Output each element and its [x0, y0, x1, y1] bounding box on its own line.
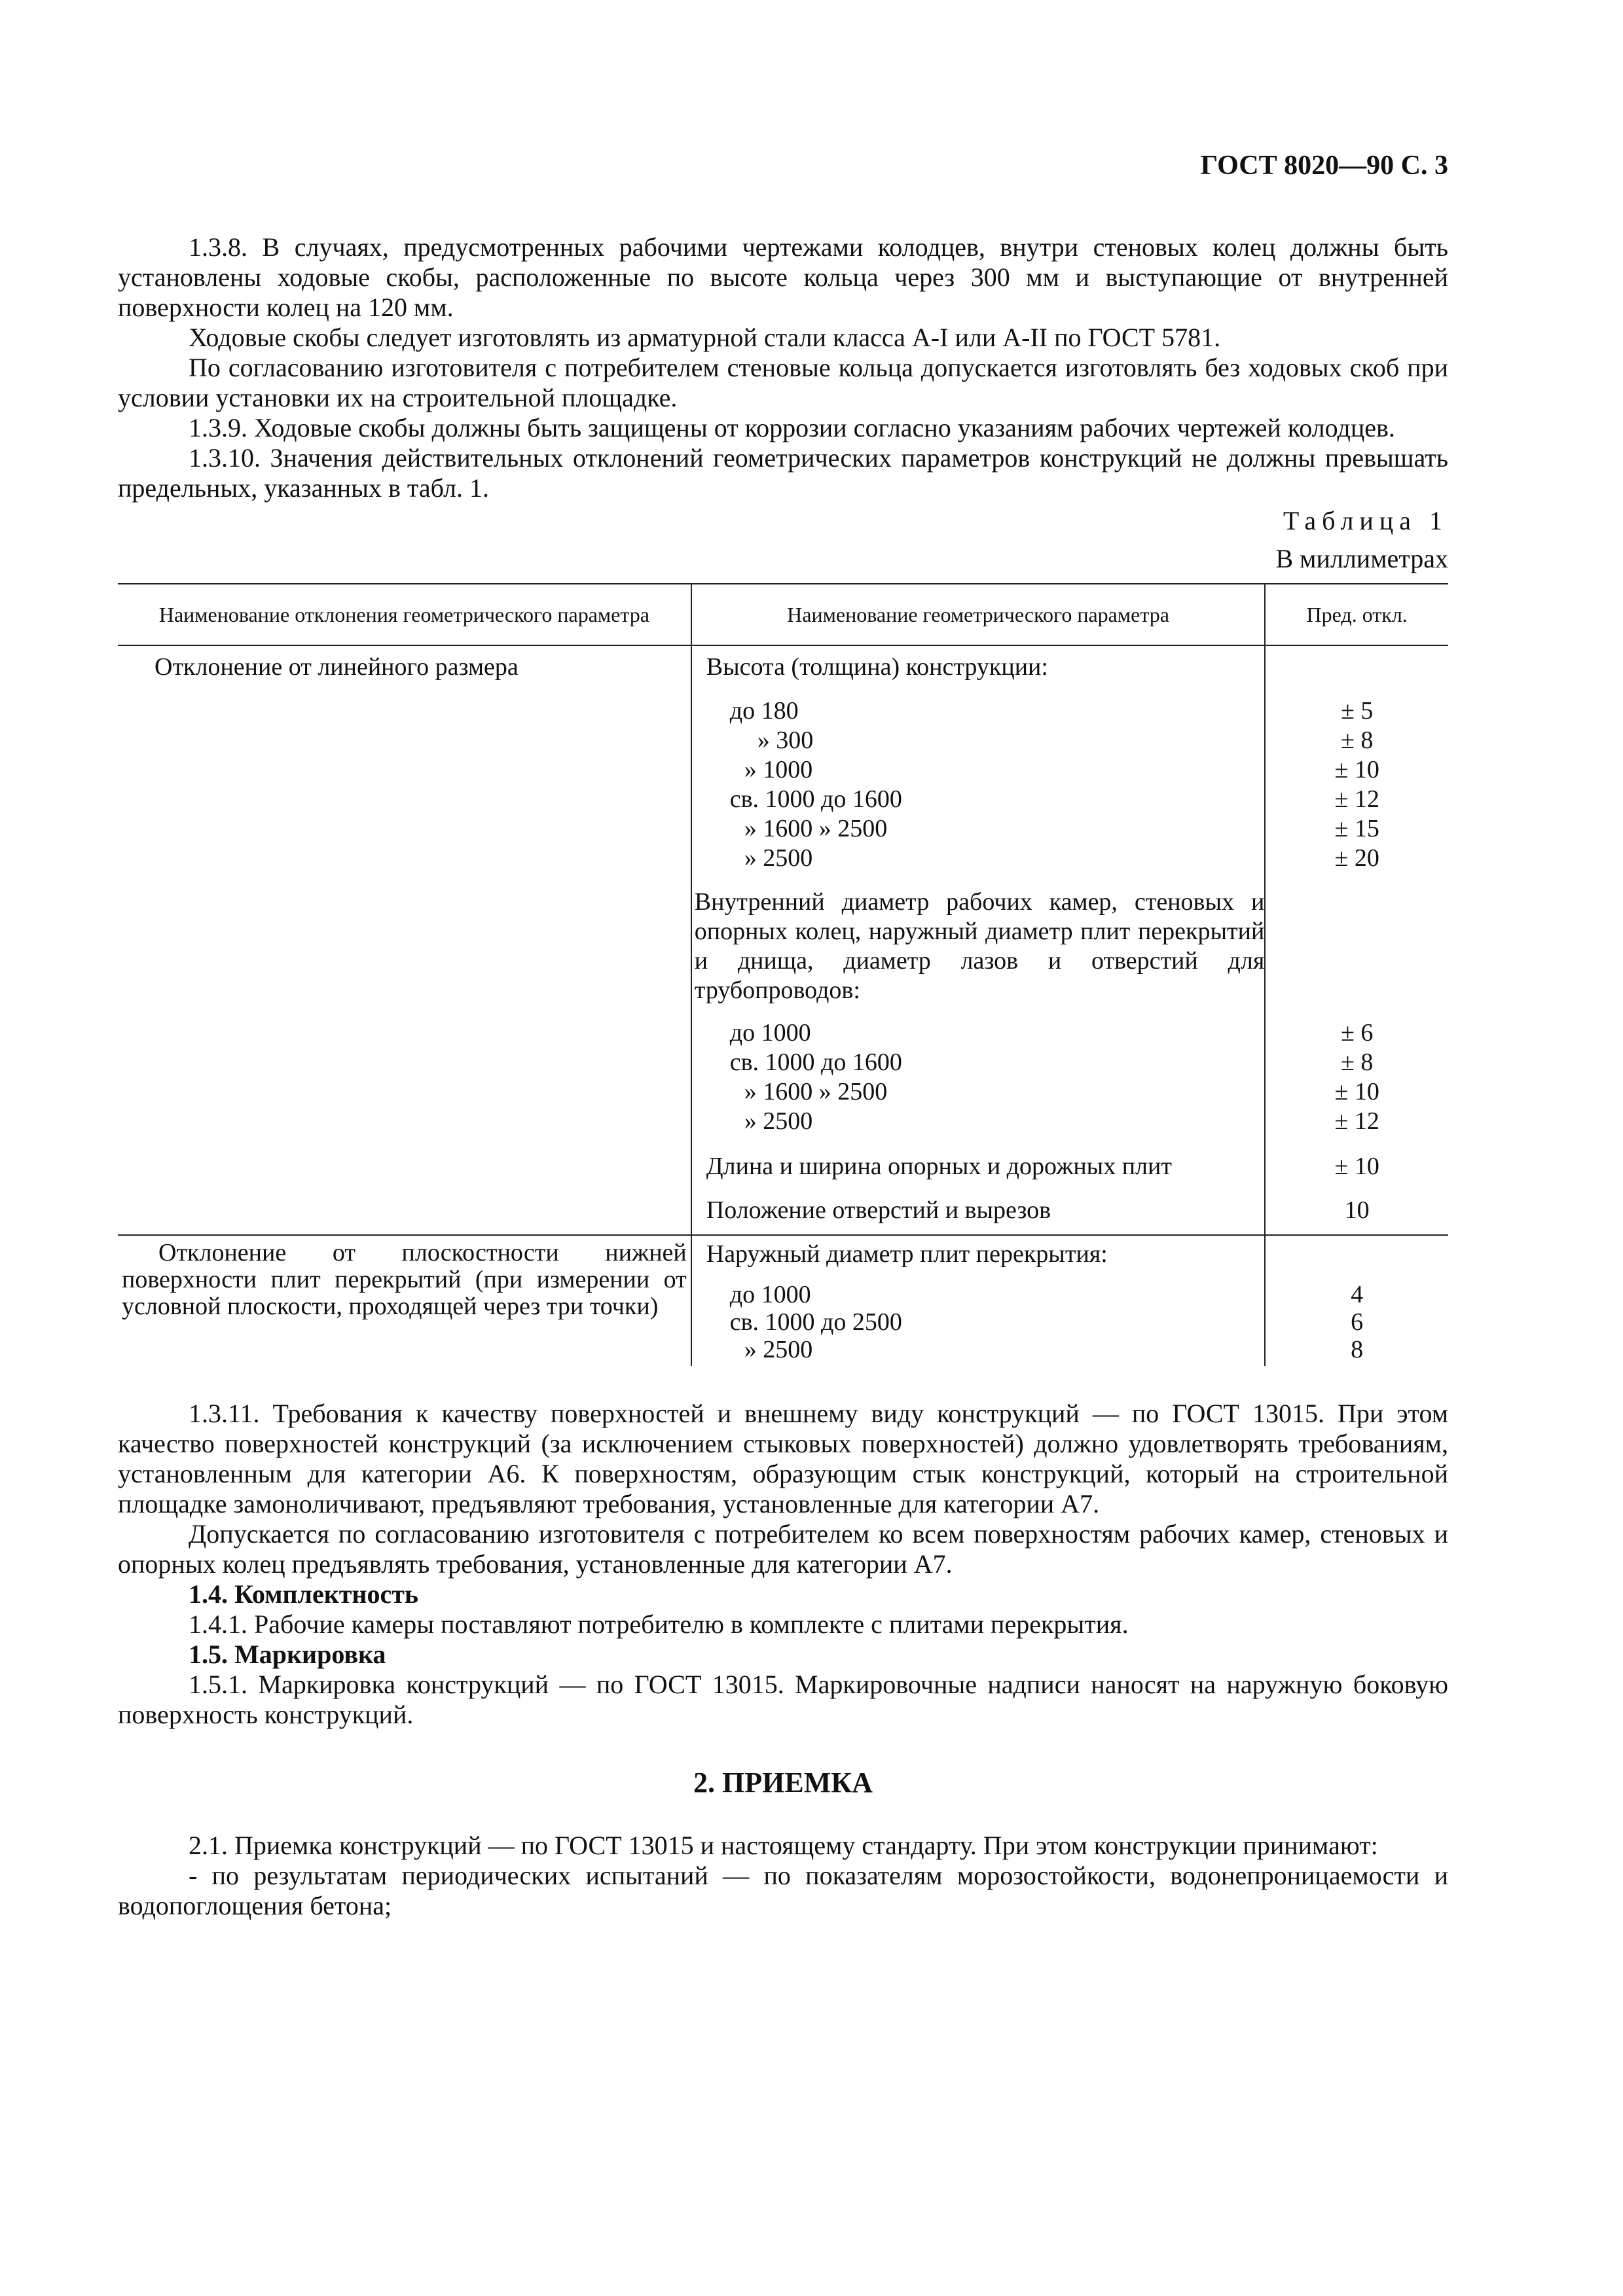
section-heading-1-5: [118, 1640, 1448, 1670]
value-cell: ± 12: [1334, 785, 1379, 813]
paragraph-steel-class: Ходовые скобы следует изготовлять из арматурной стали класса А-I или А-II по ГОСТ 5781.: [189, 323, 1221, 352]
document-body: [118, 232, 1448, 1921]
header-deviation: Наименование отклонения геометрического параметра: [118, 584, 691, 645]
list-item: » 1000: [744, 756, 813, 783]
table-row: [118, 645, 1448, 1235]
header-tolerance: Пред. откл.: [1265, 584, 1448, 645]
list-item: » 2500: [744, 844, 813, 872]
value-cell: 10: [1344, 1196, 1370, 1224]
list-item: » 2500: [744, 1336, 813, 1363]
value-cell: ± 10: [1334, 756, 1379, 783]
paragraph-1-5-1: 1.5.1. Маркировка конструкций — по ГОСТ 13015. Маркировочные надписи наносят на наружную боковую поверхность конструкций.: [118, 1670, 1448, 1729]
value-cell: ± 12: [1334, 1107, 1379, 1135]
height-heading: Высота (толщина) конструкции:: [706, 653, 1048, 681]
page-header: ГОСТ 8020—90 С. 3: [1200, 151, 1448, 181]
paragraph-allowed: Допускается по согласованию изготовителя с потребителем ко всем поверхностям рабочих камер, стеновых и опорных колец предъявлять требования, установленные для категории А7.: [118, 1519, 1448, 1579]
list-item: св. 1000 до 1600: [729, 785, 902, 813]
plates-label: Длина и ширина опорных и дорожных плит: [706, 1153, 1172, 1180]
paragraph-1-3-9: 1.3.9. Ходовые скобы должны быть защищены от коррозии согласно указаниям рабочих чертежей колодцев.: [189, 413, 1395, 442]
value-cell: ± 20: [1334, 844, 1379, 872]
value-cell: ± 8: [1340, 1049, 1374, 1076]
holes-label: Положение отверстий и вырезов: [706, 1196, 1051, 1224]
header-parameter: Наименование геометрического параметра: [691, 584, 1266, 645]
diameter-list: [692, 1018, 1265, 1136]
value-cell: 4: [1351, 1281, 1364, 1308]
paragraph-1-3-11: 1.3.11. Требования к качеству поверхностей и внешнему виду конструкций — по ГОСТ 13015. При этом качество поверхностей конструкций (за исключением стыковых поверхностей) должно удовлетворять требованиям, установленным для категории А6. К поверхностям, образующим стык конструкций, который на строительной площадке замоноличивают, предъявляют требования, установленные для категории А7.: [118, 1399, 1448, 1518]
paragraph-1-3-10: 1.3.10. Значения действительных отклонений геометрических параметров конструкций не должны превышать предельных, указанных в табл. 1.: [118, 443, 1448, 503]
heading-text: 1.5. Маркировка: [189, 1640, 386, 1669]
section-heading-1-4: [118, 1579, 1448, 1609]
list-item: » 300: [757, 726, 814, 754]
value-cell: ± 10: [1334, 1078, 1379, 1105]
paragraph-1-4-1: 1.4.1. Рабочие камеры поставляют потребителю в комплекте с плитами перекрытия.: [189, 1609, 1129, 1639]
list-item: » 1600 » 2500: [744, 815, 888, 842]
value-cell: ± 6: [1340, 1019, 1374, 1047]
paragraph-2-1: 2.1. Приемка конструкций — по ГОСТ 13015 и настоящему стандарту. При этом конструкции принимают:: [189, 1831, 1378, 1860]
tolerance-table: [118, 583, 1448, 1366]
value-cell: 8: [1351, 1336, 1364, 1363]
list-item: » 1600 » 2500: [744, 1078, 888, 1105]
table-unit: В миллиметрах: [1275, 544, 1448, 573]
value-cell: ± 15: [1334, 815, 1379, 842]
list-item: » 2500: [744, 1107, 813, 1135]
height-values: [1266, 696, 1448, 873]
value-cell: ± 5: [1340, 697, 1374, 725]
table-header-row: [118, 584, 1448, 645]
outer-diameter-heading: Наружный диаметр плит перекрытия:: [706, 1240, 1108, 1268]
section-title: 2. ПРИЕМКА: [693, 1767, 873, 1799]
value-cell: ± 8: [1340, 726, 1374, 754]
list-item: до 180: [729, 697, 799, 725]
table-caption: Таблица 1: [1283, 506, 1448, 535]
paragraph-1-3-8: 1.3.8. В случаях, предусмотренных рабочими чертежами колодцев, внутри стеновых колец должны быть установлены ходовые скобы, расположенные по высоте кольца через 300 мм и выступающие от внутренней поверхности колец на 120 мм.: [118, 232, 1448, 322]
deviation-flatness: Отклонение от плоскостности нижней поверхности плит перекрытий (при измерении от условной плоскости, проходящей через три точки): [122, 1239, 687, 1320]
diameter-values: [1266, 1018, 1448, 1136]
list-item: до 1000: [729, 1019, 811, 1047]
paragraph-periodic: - по результатам периодических испытаний — по показателям морозостойкости, водонепроницаемости и водопоглощения бетона;: [118, 1861, 1448, 1920]
height-list: [692, 696, 1265, 873]
table-row: [118, 1235, 1448, 1366]
paragraph-agreement: По согласованию изготовителя с потребителем стеновые кольца допускается изготовлять без ходовых скоб при условии установки их на строительной площадке.: [118, 353, 1448, 412]
list-item: св. 1000 до 2500: [729, 1308, 902, 1336]
list-item: до 1000: [729, 1281, 811, 1308]
value-cell: 6: [1351, 1308, 1364, 1336]
deviation-linear: Отклонение от линейного размера: [155, 653, 519, 681]
outer-diameter-list: [692, 1281, 1265, 1366]
value-cell: ± 10: [1334, 1153, 1379, 1180]
outer-diameter-values: [1266, 1281, 1448, 1363]
list-item: св. 1000 до 1600: [729, 1049, 902, 1076]
heading-text: 1.4. Комплектность: [189, 1579, 419, 1609]
diameter-heading: Внутренний диаметр рабочих камер, стеновых и опорных колец, наружный диаметр плит перекрытий и днища, диаметр лазов и отверстий для трубопроводов:: [694, 888, 1265, 1004]
